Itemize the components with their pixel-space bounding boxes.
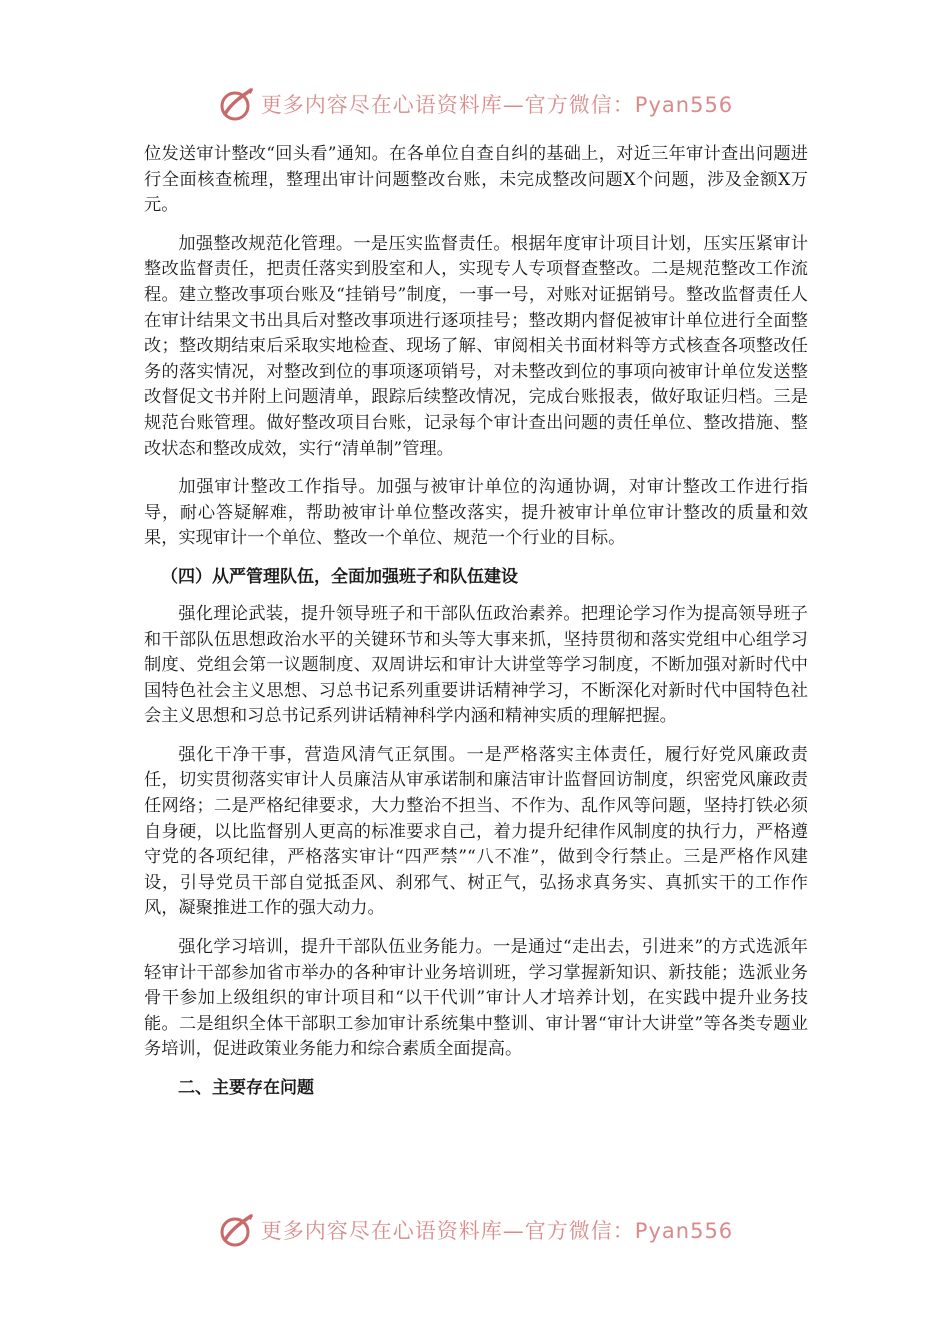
watermark-banner-bottom	[0, 1208, 950, 1252]
paragraph-integrity: 强化干净干事，营造风清气正氛围。一是严格落实主体责任，履行好党风廉政责任，切实贯彻落实审计人员廉洁从审承诺制和廉洁审计监督回访制度，织密党风廉政责任网络；二是严格纪律要求，大力整治不担当、不作为、乱作风等问题，坚持打铁必须自身硬，以比监督别人更高的标准要求自己，着力提升纪律作风制度的执行力，严格遵守党的各项纪律，严格落实审计“四严禁”“八不准”，做到令行禁止。三是严格作风建设，引导党员干部自觉抵歪风、刹邪气、树正气，弘扬求真务实、真抓实干的工作作风，凝聚推进工作的强大动力。	[144, 744, 808, 919]
paragraph-theory: 强化理论武装，提升领导班子和干部队伍政治素养。把理论学习作为提高领导班子和干部队伍思想政治水平的关键环节和头等大事来抓，坚持贯彻和落实党组中心组学习制度、党组会第一议题制度、双周讲坛和审计大讲堂等学习制度，不断加强对新时代中国特色社会主义思想、习总书记系列重要讲话精神学习，不断深化对新时代中国特色社会主义思想和习总书记系列讲话精神科学内涵和精神实质的理解把握。	[144, 603, 808, 727]
pen-swirl-logo-icon	[217, 84, 257, 124]
pen-swirl-logo-icon	[217, 1210, 257, 1250]
paragraph-rectification-guidance: 加强审计整改工作指导。加强与被审计单位的沟通协调，对审计整改工作进行指导，耐心答疑解难，帮助被审计单位整改落实，提升被审计单位审计整改的质量和效果，实现审计一个单位、整改一个单位、规范一个行业的目标。	[144, 477, 808, 549]
watermark-text: 更多内容尽在心语资料库—官方微信：Pyan556	[260, 93, 734, 117]
watermark-text: 更多内容尽在心语资料库—官方微信：Pyan556	[260, 1219, 734, 1243]
subsection-heading: （四）从严管理队伍，全面加强班子和队伍建设	[161, 566, 518, 587]
watermark-banner-top	[0, 82, 950, 126]
paragraph-continued: 位发送审计整改“回头看”通知。在各单位自查自纠的基础上，对近三年审计查出问题进行全面核查梳理，整理出审计问题整改台账，未完成整改问题X个问题，涉及金额X万元。	[144, 144, 808, 216]
paragraph-rectification-management: 加强整改规范化管理。一是压实监督责任。根据年度审计项目计划，压实压紧审计整改监督责任，把责任落实到股室和人，实现专人专项督查整改。二是规范整改工作流程。建立整改事项台账及“挂销号”制度，一事一号，对账对证据销号。整改监督责任人在审计结果文书出具后对整改事项进行逐项挂号；整改期内督促被审计单位进行全面整改；整改期结束后采取实地检查、现场了解、审阅相关书面材料等方式核查各项整改任务的落实情况，对整改到位的事项逐项销号，对未整改到位的事项向被审计单位发送整改督促文书并附上问题清单，跟踪后续整改情况，完成台账报表，做好取证归档。三是规范台账管理。做好整改项目台账，记录每个审计查出问题的责任单位、整改措施、整改状态和整改成效，实行“清单制”管理。	[144, 233, 808, 459]
section-heading: 二、主要存在问题	[178, 1078, 314, 1098]
document-body	[144, 142, 808, 1113]
paragraph-training: 强化学习培训，提升干部队伍业务能力。一是通过“走出去，引进来”的方式选派年轻审计干部参加省市举办的各种审计业务培训班，学习掌握新知识、新技能；选派业务骨干参加上级组织的审计项目和“以干代训”审计人才培养计划，在实践中提升业务技能。二是组织全体干部职工参加审计系统集中整训、审计署“审计大讲堂”等各类专题业务培训，促进政策业务能力和综合素质全面提高。	[144, 937, 808, 1060]
